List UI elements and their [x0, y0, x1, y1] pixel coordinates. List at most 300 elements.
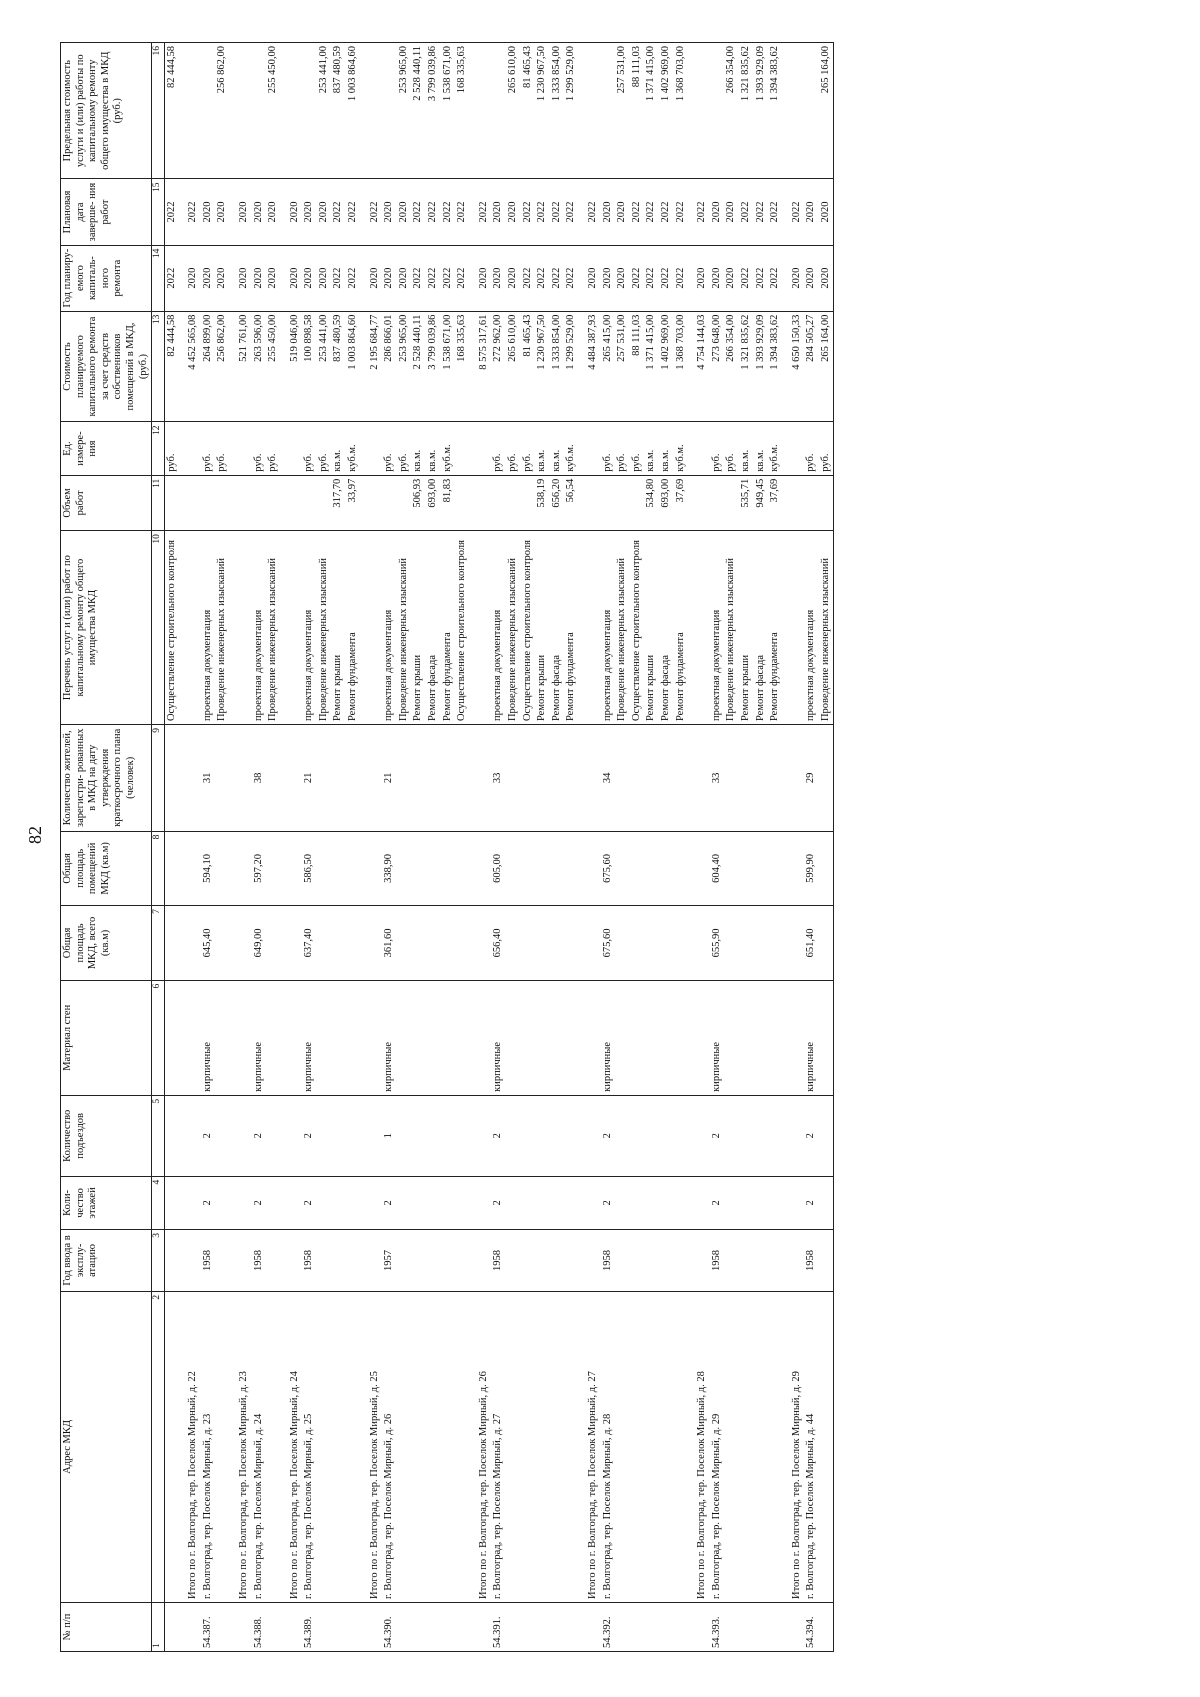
residents-cell: 38	[252, 725, 267, 832]
address-cell: г. Волгоград, тер. Поселок Мирный, д. 24	[252, 1291, 267, 1602]
work-type-cell: Ремонт фундамента	[441, 531, 456, 725]
entrances-cell	[506, 1095, 521, 1176]
max-cost-cell	[579, 43, 601, 180]
premises-area-cell	[317, 831, 332, 906]
completion-date-cell: 2020	[215, 179, 230, 245]
work-volume-cell	[804, 475, 819, 530]
work-volume-cell	[688, 475, 710, 530]
year-built-cell: 1958	[491, 1230, 506, 1292]
row-number-cell	[739, 1602, 754, 1651]
floors-cell	[470, 1176, 492, 1229]
premises-area-cell	[411, 831, 426, 906]
wall-material-cell: кирпичные	[252, 980, 267, 1095]
repair-year-cell: 2020	[179, 245, 201, 311]
unit-cell: кв.м.	[659, 422, 674, 475]
table-row	[739, 43, 754, 1652]
address-cell: Итого по г. Волгоград, тер. Поселок Мирный, д. 27	[579, 1291, 601, 1602]
unit-cell	[579, 422, 601, 475]
cost-cell: 273 648,00	[710, 311, 725, 422]
column-number: 14	[152, 245, 164, 311]
unit-cell: кв.м.	[426, 422, 441, 475]
floors-cell	[819, 1176, 834, 1229]
premises-area-cell	[521, 831, 536, 906]
residents-cell	[724, 725, 739, 832]
total-area-cell: 656,40	[491, 906, 506, 981]
address-cell	[164, 1291, 179, 1602]
column-number: 8	[152, 831, 164, 906]
total-area-cell	[455, 906, 470, 981]
wall-material-cell	[164, 980, 179, 1095]
work-volume-cell: 37,69	[674, 475, 689, 530]
total-area-cell: 655,90	[710, 906, 725, 981]
repair-year-cell: 2020	[579, 245, 601, 311]
column-number: 2	[152, 1291, 164, 1602]
premises-area-cell	[266, 831, 281, 906]
max-cost-cell: 1 321 835,62	[739, 43, 754, 180]
repair-year-cell: 2022	[674, 245, 689, 311]
unit-cell: руб.	[630, 422, 645, 475]
work-volume-cell	[302, 475, 317, 530]
work-volume-cell: 33,97	[346, 475, 361, 530]
address-cell: г. Волгоград, тер. Поселок Мирный, д. 44	[804, 1291, 819, 1602]
table-row	[346, 43, 361, 1652]
entrances-cell	[455, 1095, 470, 1176]
cost-cell: 265 610,00	[506, 311, 521, 422]
unit-cell	[361, 422, 383, 475]
address-cell: г. Волгоград, тер. Поселок Мирный, д. 29	[710, 1291, 725, 1602]
premises-area-cell: 586,50	[302, 831, 317, 906]
completion-date-cell: 2022	[579, 179, 601, 245]
floors-cell: 2	[382, 1176, 397, 1229]
year-built-cell	[615, 1230, 630, 1292]
completion-date-cell: 2020	[819, 179, 834, 245]
cost-cell: 265 164,00	[819, 311, 834, 422]
work-type-cell: Ремонт фасада	[426, 531, 441, 725]
repair-year-cell: 2020	[470, 245, 492, 311]
entrances-cell	[550, 1095, 565, 1176]
work-volume-cell	[630, 475, 645, 530]
address-cell	[644, 1291, 659, 1602]
cost-cell: 265 415,00	[601, 311, 616, 422]
cost-cell: 4 484 387,93	[579, 311, 601, 422]
completion-date-cell: 2022	[535, 179, 550, 245]
residents-cell	[819, 725, 834, 832]
wall-material-cell	[688, 980, 710, 1095]
completion-date-cell: 2022	[470, 179, 492, 245]
work-type-cell: Ремонт крыши	[739, 531, 754, 725]
unit-cell: руб.	[164, 422, 179, 475]
repair-year-cell: 2020	[302, 245, 317, 311]
floors-cell: 2	[201, 1176, 216, 1229]
entrances-cell	[361, 1095, 383, 1176]
address-cell: г. Волгоград, тер. Поселок Мирный, д. 25	[302, 1291, 317, 1602]
entrances-cell	[266, 1095, 281, 1176]
cost-cell: 1 003 864,60	[346, 311, 361, 422]
work-type-cell: Ремонт фасада	[659, 531, 674, 725]
capital-repair-table	[60, 42, 834, 1652]
table-header	[61, 43, 165, 1652]
table-row	[601, 43, 616, 1652]
year-built-cell: 1958	[302, 1230, 317, 1292]
repair-year-cell: 2020	[491, 245, 506, 311]
total-area-cell	[739, 906, 754, 981]
repair-year-cell: 2022	[564, 245, 579, 311]
total-area-cell	[768, 906, 783, 981]
residents-cell	[506, 725, 521, 832]
rotated-page	[60, 42, 1140, 1652]
column-header: Количество подъездов	[61, 1095, 152, 1176]
year-built-cell	[535, 1230, 550, 1292]
floors-cell	[754, 1176, 769, 1229]
total-area-cell	[659, 906, 674, 981]
wall-material-cell	[179, 980, 201, 1095]
completion-date-cell: 2020	[710, 179, 725, 245]
total-area-cell	[266, 906, 281, 981]
premises-area-cell	[724, 831, 739, 906]
residents-cell	[739, 725, 754, 832]
year-built-cell	[564, 1230, 579, 1292]
max-cost-cell	[688, 43, 710, 180]
completion-date-cell: 2020	[724, 179, 739, 245]
cost-cell: 4 754 144,03	[688, 311, 710, 422]
year-built-cell	[783, 1230, 805, 1292]
total-row	[688, 43, 710, 1652]
cost-cell: 1 333 854,00	[550, 311, 565, 422]
column-number: 5	[152, 1095, 164, 1176]
column-number: 11	[152, 475, 164, 530]
repair-year-cell: 2020	[819, 245, 834, 311]
total-area-cell: 645,40	[201, 906, 216, 981]
year-built-cell	[688, 1230, 710, 1292]
unit-cell: руб.	[804, 422, 819, 475]
completion-date-cell: 2022	[754, 179, 769, 245]
row-number-cell	[659, 1602, 674, 1651]
residents-cell	[674, 725, 689, 832]
max-cost-cell	[783, 43, 805, 180]
column-header: Год планиру- емого капиталь- ного ремонта	[61, 245, 152, 311]
unit-cell: руб.	[506, 422, 521, 475]
year-built-cell: 1958	[710, 1230, 725, 1292]
premises-area-cell	[426, 831, 441, 906]
work-volume-cell: 535,71	[739, 475, 754, 530]
table-row	[535, 43, 550, 1652]
completion-date-cell: 2020	[201, 179, 216, 245]
max-cost-cell	[470, 43, 492, 180]
repair-year-cell: 2020	[804, 245, 819, 311]
unit-cell: куб.м.	[346, 422, 361, 475]
total-area-cell: 637,40	[302, 906, 317, 981]
residents-cell	[688, 725, 710, 832]
wall-material-cell	[768, 980, 783, 1095]
table-row	[266, 43, 281, 1652]
row-number-cell	[317, 1602, 332, 1651]
floors-cell	[535, 1176, 550, 1229]
floors-cell	[266, 1176, 281, 1229]
row-number-cell	[164, 1602, 179, 1651]
entrances-cell	[674, 1095, 689, 1176]
wall-material-cell	[441, 980, 456, 1095]
row-number-cell	[768, 1602, 783, 1651]
max-cost-cell: 837 480,59	[331, 43, 346, 180]
completion-date-cell: 2022	[674, 179, 689, 245]
cost-cell: 837 480,59	[331, 311, 346, 422]
floors-cell	[331, 1176, 346, 1229]
floors-cell	[739, 1176, 754, 1229]
total-area-cell	[724, 906, 739, 981]
row-number-cell	[644, 1602, 659, 1651]
residents-cell	[521, 725, 536, 832]
row-number-cell	[688, 1602, 710, 1651]
cost-cell: 100 898,58	[302, 311, 317, 422]
entrances-cell	[281, 1095, 303, 1176]
entrances-cell	[688, 1095, 710, 1176]
year-built-cell	[215, 1230, 230, 1292]
completion-date-cell: 2022	[688, 179, 710, 245]
entrances-cell	[659, 1095, 674, 1176]
completion-date-cell: 2022	[441, 179, 456, 245]
table-row	[491, 43, 506, 1652]
premises-area-cell	[397, 831, 412, 906]
table-row	[164, 43, 179, 1652]
total-area-cell	[688, 906, 710, 981]
floors-cell	[521, 1176, 536, 1229]
entrances-cell: 2	[710, 1095, 725, 1176]
row-number-cell	[550, 1602, 565, 1651]
repair-year-cell: 2022	[739, 245, 754, 311]
work-volume-cell	[710, 475, 725, 530]
table-row	[331, 43, 346, 1652]
work-type-cell: Ремонт фундамента	[768, 531, 783, 725]
year-built-cell	[659, 1230, 674, 1292]
address-cell	[317, 1291, 332, 1602]
address-cell	[215, 1291, 230, 1602]
work-volume-cell	[164, 475, 179, 530]
completion-date-cell: 2022	[346, 179, 361, 245]
wall-material-cell	[630, 980, 645, 1095]
total-area-cell	[179, 906, 201, 981]
table-row	[564, 43, 579, 1652]
wall-material-cell	[644, 980, 659, 1095]
row-number-cell	[346, 1602, 361, 1651]
max-cost-cell: 168 335,63	[455, 43, 470, 180]
unit-cell: кв.м.	[411, 422, 426, 475]
floors-cell	[346, 1176, 361, 1229]
year-built-cell	[674, 1230, 689, 1292]
work-type-cell: Проведение инженерных изысканий	[506, 531, 521, 725]
year-built-cell	[397, 1230, 412, 1292]
table-row	[819, 43, 834, 1652]
row-number-cell	[281, 1602, 303, 1651]
year-built-cell	[521, 1230, 536, 1292]
repair-year-cell: 2022	[550, 245, 565, 311]
floors-cell	[441, 1176, 456, 1229]
address-cell	[550, 1291, 565, 1602]
work-type-cell: проектная документация	[302, 531, 317, 725]
total-area-cell	[754, 906, 769, 981]
unit-cell: руб.	[724, 422, 739, 475]
wall-material-cell	[361, 980, 383, 1095]
table-row	[411, 43, 426, 1652]
cost-cell: 286 866,01	[382, 311, 397, 422]
total-area-cell	[470, 906, 492, 981]
row-number-cell	[411, 1602, 426, 1651]
cost-cell: 1 299 529,00	[564, 311, 579, 422]
completion-date-cell: 2022	[644, 179, 659, 245]
table-row	[441, 43, 456, 1652]
residents-cell	[164, 725, 179, 832]
total-area-cell	[674, 906, 689, 981]
work-volume-cell: 534,80	[644, 475, 659, 530]
table-row	[644, 43, 659, 1652]
address-cell: г. Волгоград, тер. Поселок Мирный, д. 26	[382, 1291, 397, 1602]
cost-cell: 263 596,00	[252, 311, 267, 422]
cost-cell: 1 394 383,62	[768, 311, 783, 422]
entrances-cell	[768, 1095, 783, 1176]
wall-material-cell: кирпичные	[804, 980, 819, 1095]
cost-cell: 4 452 565,08	[179, 311, 201, 422]
wall-material-cell	[397, 980, 412, 1095]
max-cost-cell: 253 965,00	[397, 43, 412, 180]
floors-cell	[397, 1176, 412, 1229]
entrances-cell: 2	[601, 1095, 616, 1176]
floors-cell	[230, 1176, 252, 1229]
column-header: Количество жителей, зарегистри- рованных в МКД на дату утверждения краткосрочного плана (человек)	[61, 725, 152, 832]
entrances-cell	[535, 1095, 550, 1176]
residents-cell	[346, 725, 361, 832]
year-built-cell	[550, 1230, 565, 1292]
address-cell	[521, 1291, 536, 1602]
total-area-cell: 651,40	[804, 906, 819, 981]
total-area-cell	[644, 906, 659, 981]
year-built-cell	[724, 1230, 739, 1292]
year-built-cell	[506, 1230, 521, 1292]
row-number-cell	[564, 1602, 579, 1651]
completion-date-cell: 2020	[252, 179, 267, 245]
residents-cell	[783, 725, 805, 832]
entrances-cell	[230, 1095, 252, 1176]
entrances-cell	[441, 1095, 456, 1176]
completion-date-cell: 2020	[266, 179, 281, 245]
premises-area-cell: 597,20	[252, 831, 267, 906]
total-area-cell	[164, 906, 179, 981]
repair-year-cell: 2020	[266, 245, 281, 311]
floors-cell	[361, 1176, 383, 1229]
unit-cell: руб.	[252, 422, 267, 475]
wall-material-cell	[550, 980, 565, 1095]
address-cell	[346, 1291, 361, 1602]
floors-cell: 2	[491, 1176, 506, 1229]
address-cell	[441, 1291, 456, 1602]
column-number: 3	[152, 1230, 164, 1292]
total-area-cell	[441, 906, 456, 981]
wall-material-cell	[659, 980, 674, 1095]
total-area-cell	[579, 906, 601, 981]
premises-area-cell	[550, 831, 565, 906]
work-type-cell: Осуществление строительного контроля	[521, 531, 536, 725]
address-cell	[397, 1291, 412, 1602]
total-area-cell	[281, 906, 303, 981]
work-volume-cell	[215, 475, 230, 530]
repair-year-cell: 2020	[601, 245, 616, 311]
unit-cell	[179, 422, 201, 475]
column-header: Стоимость планируемого капитального ремонта за счет средств собственников помещений в МКД, (руб.)	[61, 311, 152, 422]
column-header: Перечень услуг и (или) работ по капитальному ремонту общего имущества МКД	[61, 531, 152, 725]
address-cell	[724, 1291, 739, 1602]
column-header: Коли- чество этажей	[61, 1176, 152, 1229]
floors-cell	[317, 1176, 332, 1229]
max-cost-cell: 88 111,03	[630, 43, 645, 180]
work-type-cell: Проведение инженерных изысканий	[397, 531, 412, 725]
cost-cell: 1 402 969,00	[659, 311, 674, 422]
work-volume-cell	[521, 475, 536, 530]
row-number-cell	[674, 1602, 689, 1651]
max-cost-cell	[281, 43, 303, 180]
unit-cell: руб.	[382, 422, 397, 475]
year-built-cell	[441, 1230, 456, 1292]
cost-cell: 88 111,03	[630, 311, 645, 422]
premises-area-cell	[455, 831, 470, 906]
floors-cell: 2	[804, 1176, 819, 1229]
completion-date-cell: 2020	[491, 179, 506, 245]
entrances-cell: 2	[252, 1095, 267, 1176]
table-row	[630, 43, 645, 1652]
work-volume-cell: 506,93	[411, 475, 426, 530]
max-cost-cell	[710, 43, 725, 180]
address-cell: Итого по г. Волгоград, тер. Поселок Мирный, д. 29	[783, 1291, 805, 1602]
work-volume-cell: 37,69	[768, 475, 783, 530]
address-cell	[455, 1291, 470, 1602]
repair-year-cell: 2020	[724, 245, 739, 311]
row-number-cell	[361, 1602, 383, 1651]
work-type-cell: Проведение инженерных изысканий	[724, 531, 739, 725]
completion-date-cell: 2022	[426, 179, 441, 245]
entrances-cell	[426, 1095, 441, 1176]
completion-date-cell: 2022	[331, 179, 346, 245]
premises-area-cell	[754, 831, 769, 906]
residents-cell: 29	[804, 725, 819, 832]
entrances-cell	[644, 1095, 659, 1176]
cost-cell: 1 371 415,00	[644, 311, 659, 422]
year-built-cell	[346, 1230, 361, 1292]
work-type-cell: Проведение инженерных изысканий	[266, 531, 281, 725]
cost-cell: 81 465,43	[521, 311, 536, 422]
floors-cell	[783, 1176, 805, 1229]
column-number: 1	[152, 1602, 164, 1651]
work-type-cell: проектная документация	[601, 531, 616, 725]
work-type-cell: Ремонт фундамента	[346, 531, 361, 725]
table-row	[382, 43, 397, 1652]
repair-year-cell: 2022	[346, 245, 361, 311]
repair-year-cell: 2020	[710, 245, 725, 311]
cost-cell: 8 575 317,61	[470, 311, 492, 422]
max-cost-cell	[601, 43, 616, 180]
total-area-cell	[506, 906, 521, 981]
total-row	[361, 43, 383, 1652]
work-volume-cell	[252, 475, 267, 530]
residents-cell	[441, 725, 456, 832]
row-number-cell	[819, 1602, 834, 1651]
repair-year-cell: 2022	[455, 245, 470, 311]
row-number-cell	[754, 1602, 769, 1651]
work-type-cell: проектная документация	[201, 531, 216, 725]
max-cost-cell	[804, 43, 819, 180]
column-number: 7	[152, 906, 164, 981]
max-cost-cell: 1 394 383,62	[768, 43, 783, 180]
completion-date-cell: 2020	[601, 179, 616, 245]
work-type-cell: Ремонт крыши	[411, 531, 426, 725]
entrances-cell: 2	[201, 1095, 216, 1176]
year-built-cell	[754, 1230, 769, 1292]
